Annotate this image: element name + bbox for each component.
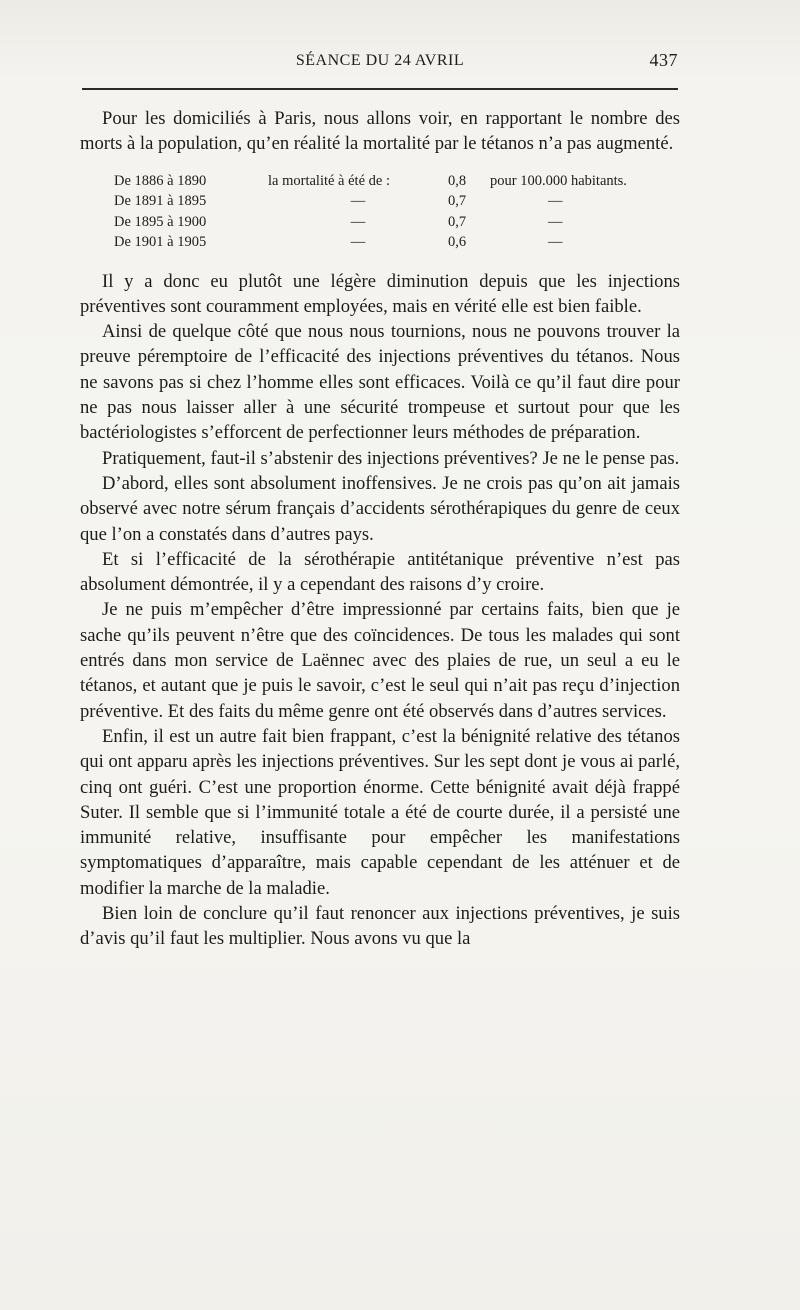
paragraph: Bien loin de conclure qu’il faut renoncer aux injections préventives, je suis d’avis qu’il faut les multiplier. Nous avons vu que la [80, 903, 680, 950]
body-text [80, 106, 680, 952]
paragraph: Je ne puis m’empêcher d’être impressionné par certains faits, bien que je sache qu’ils peuvent n’être que des coïncidences. De tous les malades qui sont entrés dans mon service de Laënnec avec des plaies de rue, un seul a eu le tétanos, et autant que je puis le savoir, c’est le seul qui n’ait pas reçu d’injection préventive. Et des faits du même genre ont été observés dans d’autres services. [80, 599, 680, 722]
mortality-table [80, 171, 680, 253]
table-label: — [350, 213, 366, 230]
table-period: De 1886 à 1890 [114, 172, 207, 189]
paragraph: Et si l’efficacité de la sérothérapie antitétanique préventive n’est pas absolument démontrée, il y a cependant des raisons d’y croire. [80, 548, 680, 596]
table-value: 0,7 [448, 213, 467, 230]
header-rule [82, 88, 678, 90]
header-title: SÉANCE DU 24 AVRIL [295, 52, 465, 69]
table-row [80, 191, 680, 212]
page-number: 437 [649, 50, 678, 70]
paragraph: Il y a donc eu plutôt une légère diminution depuis que les injections préventives sont couramment employées, mais en vérité elle est bien faible. [80, 270, 680, 317]
table-value: 0,7 [448, 193, 467, 210]
table-value: 0,6 [448, 234, 467, 251]
running-header [80, 50, 680, 74]
table-unit: pour 100.000 habitants. [490, 172, 627, 189]
table-value: 0,8 [448, 172, 467, 189]
paragraph: Pour les domiciliés à Paris, nous allons voir, en rapportant le nombre des morts à la population, qu’en réalité la mortalité par le tétanos n’a pas augmenté. [80, 108, 680, 155]
table-unit: — [548, 193, 563, 210]
table-label: — [350, 193, 366, 210]
table-period: De 1895 à 1900 [114, 213, 207, 230]
table-unit: — [548, 213, 563, 230]
table-label: — [350, 234, 366, 251]
paragraph: Ainsi de quelque côté que nous nous tournions, nous ne pouvons trouver la preuve péremptoire de l’efficacité des injections préventives du tétanos. Nous ne savons pas si chez l’homme elles sont efficaces. Voilà ce qu’il faut dire pour ne pas nous laisser aller à une sécurité trompeuse et surtout pour que les bactériologistes s’efforcent de perfectionner leurs méthodes de préparation. [80, 321, 680, 444]
table-row [80, 212, 680, 233]
table-label: la mortalité à été de : [268, 172, 390, 189]
table-unit: — [548, 234, 563, 251]
table-period: De 1901 à 1905 [114, 234, 207, 251]
table-period: De 1891 à 1895 [114, 193, 207, 210]
table-row [80, 171, 680, 192]
paragraph: Enfin, il est un autre fait bien frappant, c’est la bénignité relative des tétanos qui ont apparu après les injections préventives. Sur les sept dont je vous ai parlé, cinq ont guéri. C’est une proportion énorme. Cette bénignité avait déjà frappé Suter. Il semble que si l’immunité totale a été de courte durée, il a persisté une immunité relative, insuffisante pour empêcher les manifestations symptomatiques d’apparaître, mais capable cependant de les atténuer et de modifier la marche de la maladie. [80, 725, 680, 899]
paragraph: Pratiquement, faut-il s’abstenir des injections préventives? Je ne le pense pas. [102, 447, 680, 469]
table-row [80, 232, 680, 253]
paragraph: D’abord, elles sont absolument inoffensives. Je ne crois pas qu’on ait jamais observé avec notre sérum français d’accidents sérothérapiques du genre de ceux que l’on a constatés dans d’autres pays. [80, 472, 680, 545]
